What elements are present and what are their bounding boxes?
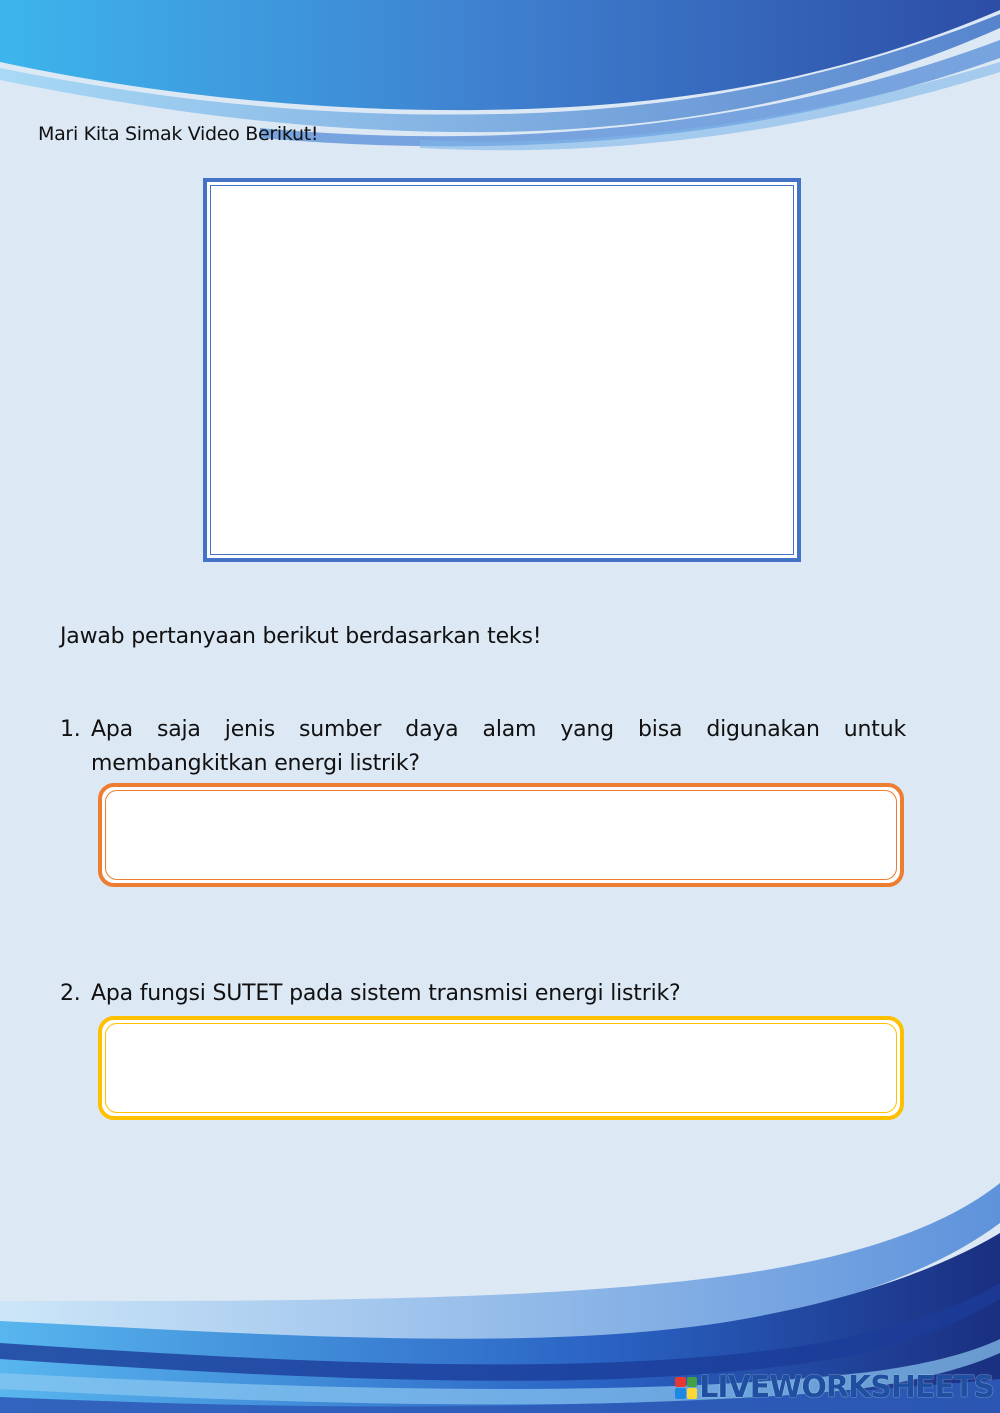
question-text: Apa saja jenis sumber daya alam yang bisa digunakan untuk membangkitkan energi listrik? (91, 717, 906, 776)
liveworksheets-logo-icon (675, 1377, 697, 1399)
instruction-text: Jawab pertanyaan berikut berdasarkan teks! (60, 624, 542, 649)
question-1 (60, 713, 906, 781)
question-2 (60, 977, 906, 1011)
video-section-label: Mari Kita Simak Video Berikut! (38, 123, 319, 145)
answer-box-1[interactable] (98, 783, 904, 887)
question-number: 2. (60, 981, 81, 1006)
question-text: Apa fungsi SUTET pada sistem transmisi energi listrik? (91, 981, 681, 1006)
answer-input-2[interactable] (116, 1034, 890, 1104)
answer-input-1[interactable] (116, 801, 890, 871)
video-frame-inner-border (210, 185, 794, 555)
answer-box-2[interactable] (98, 1016, 904, 1120)
video-player-frame[interactable] (203, 178, 801, 562)
question-number: 1. (60, 717, 81, 742)
liveworksheets-brand[interactable] (675, 1370, 994, 1405)
brand-name: LIVEWORKSHEETS (699, 1370, 994, 1405)
